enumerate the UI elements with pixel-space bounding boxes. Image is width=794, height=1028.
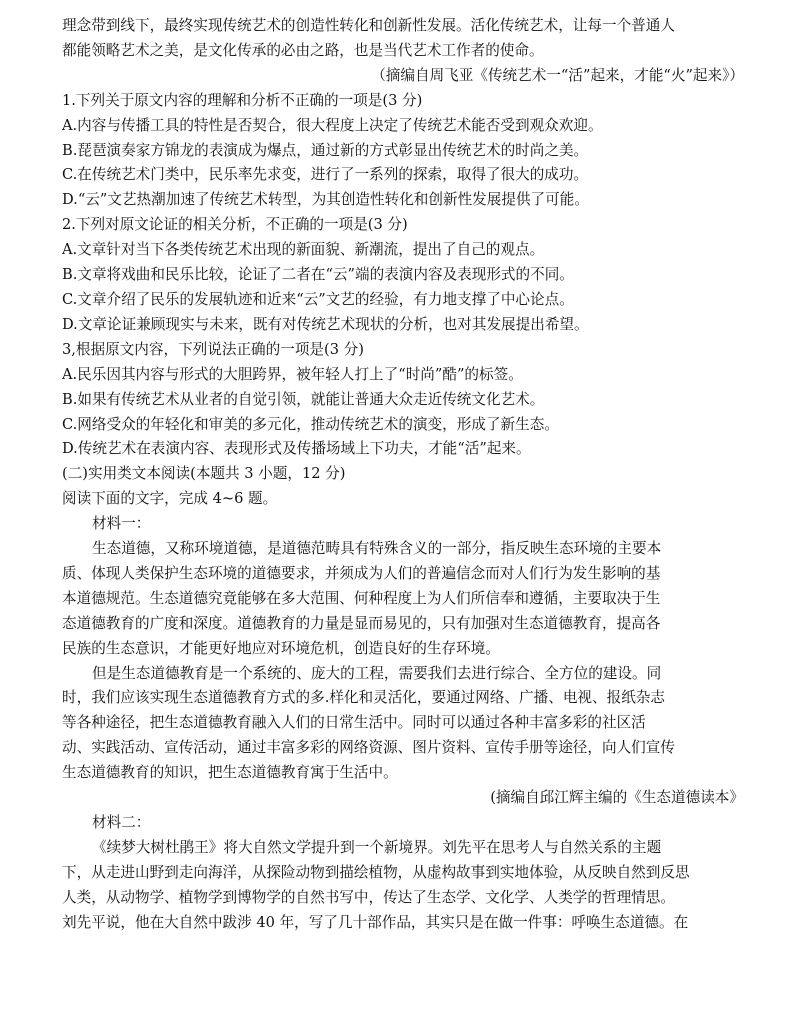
text-line: （摘编自周飞亚《传统艺术一“活”起来，才能“火”起来》） [371, 66, 744, 84]
text-line: 本道德规范。生态道德究竟能够在多大范围、何种程度上为人们所信奉和遵循，主要取决于生 [62, 589, 661, 607]
text-line: A.内容与传播工具的特性是否契合，很大程度上决定了传统艺术能否受到观众欢迎。 [62, 116, 603, 134]
text-line: (摘编自邱江辉主编的《生态道德读本》 [490, 789, 744, 807]
text-line: 生态道德教育的知识，把生态道德教育寓于生活中。 [62, 764, 398, 782]
text-line: 等各种途径，把生态道德教育融入人们的日常生活中。同时可以通过各种丰富多彩的社区活 [62, 714, 646, 732]
text-line: D.传统艺术在表演内容、表现形式及传播场域上下功夫，才能“活”起来。 [62, 440, 531, 458]
text-line: C.在传统艺术门类中，民乐率先求变，进行了一系列的探索，取得了很大的成功。 [62, 166, 589, 184]
text-line: D.“云”文艺热潮加速了传统艺术转型，为其创造性转化和创新性发展提供了可能。 [62, 191, 589, 209]
text-line: 下，从走进山野到走向海洋，从探险动物到描绘植物，从虚构故事到实地体验，从反映自然到反思 [62, 863, 690, 881]
text-line: 阅读下面的文字，完成 4~6 题。 [62, 490, 278, 508]
text-line: B.琵琶演奏家方锦龙的表演成为爆点，通过新的方式彰显出传统艺术的时尚之美。 [62, 141, 589, 159]
text-line: C.网络受众的年轻化和审美的多元化，推动传统艺术的演变，形成了新生态。 [62, 415, 559, 433]
text-line: C.文章介绍了民乐的发展轨迹和近来“云”文艺的经验，有力地支撑了中心论点。 [62, 290, 574, 308]
text-line: 质、体现人类保护生态环境的道德要求，并须成为人们的普遍信念而对人们行为发生影响的基 [62, 564, 661, 582]
text-line: 都能领略艺术之美，是文化传承的必由之路，也是当代艺术工作者的使命。 [62, 41, 544, 59]
text-line: D.文章论证兼顾现实与未来，既有对传统艺术现状的分析，也对其发展提出希望。 [62, 315, 589, 333]
text-line: 材料一： [92, 515, 151, 533]
text-line: 但是生态道德教育是一个系统的、庞大的工程，需要我们去进行综合、全方位的建设。同 [92, 664, 662, 682]
text-line: 生态道德，又称环境道德，是道德范畴具有特殊含义的一部分，指反映生态环境的主要本 [92, 540, 662, 558]
text-line: B.文章将戏曲和民乐比较，论证了二者在“云”端的表演内容及表现形式的不同。 [62, 266, 574, 284]
text-line: 2.下列对原文论证的相关分析，不正确的一项是(3 分) [62, 216, 408, 234]
text-line: 《续梦大树杜鹃王》将大自然文学提升到一个新境界。刘先平在思考人与自然关系的主题 [92, 838, 662, 856]
text-line: 态道德教育的广度和深度。道德教育的力量是显而易见的，只有加强对生态道德教育，提高各 [62, 614, 661, 632]
text-line: A.文章针对当下各类传统艺术出现的新面貌、新潮流，提出了自己的观点。 [62, 241, 545, 259]
text-line: 材料二： [92, 814, 151, 831]
text-line: B.如果有传统艺术从业者的自觉引领，就能让普通大众走近传统文化艺术。 [62, 390, 545, 408]
text-line: 动、实践活动、宣传活动，通过丰富多彩的网络资源、图片资料、宣传手册等途径，向人们宣传 [62, 739, 675, 757]
text-line: A.民乐因其内容与形式的大胆跨界，被年轻人打上了“时尚”酷”的标签。 [62, 365, 523, 383]
text-line: 3,根据原文内容，下列说法正确的一项是(3 分) [62, 340, 364, 358]
text-line: 民族的生态意识，才能更好地应对环境危机，创造良好的生存环境。 [62, 639, 500, 657]
text-line: 1.下列关于原文内容的理解和分析不正确的一项是(3 分) [62, 91, 423, 109]
text-line: 理念带到线下，最终实现传统艺术的创造性转化和创新性发展。活化传统艺术，让每一个普通人 [62, 17, 675, 34]
text-line: 时，我们应该实现生态道德教育方式的多.样化和灵活化，要通过网络、广播、电视、报纸杂志 [62, 689, 665, 707]
text-line: 人类，从动物学、植物学到博物学的自然书写中，传达了生态学、文化学、人类学的哲理情思。 [62, 888, 675, 906]
text-line: (二)实用类文本阅读(本题共 3 小题，12 分) [62, 465, 346, 483]
text-line: 刘先平说，他在大自然中跋涉 40 年，写了几十部作品，其实只是在做一件事：呼唤生态道德。在 [62, 913, 689, 931]
